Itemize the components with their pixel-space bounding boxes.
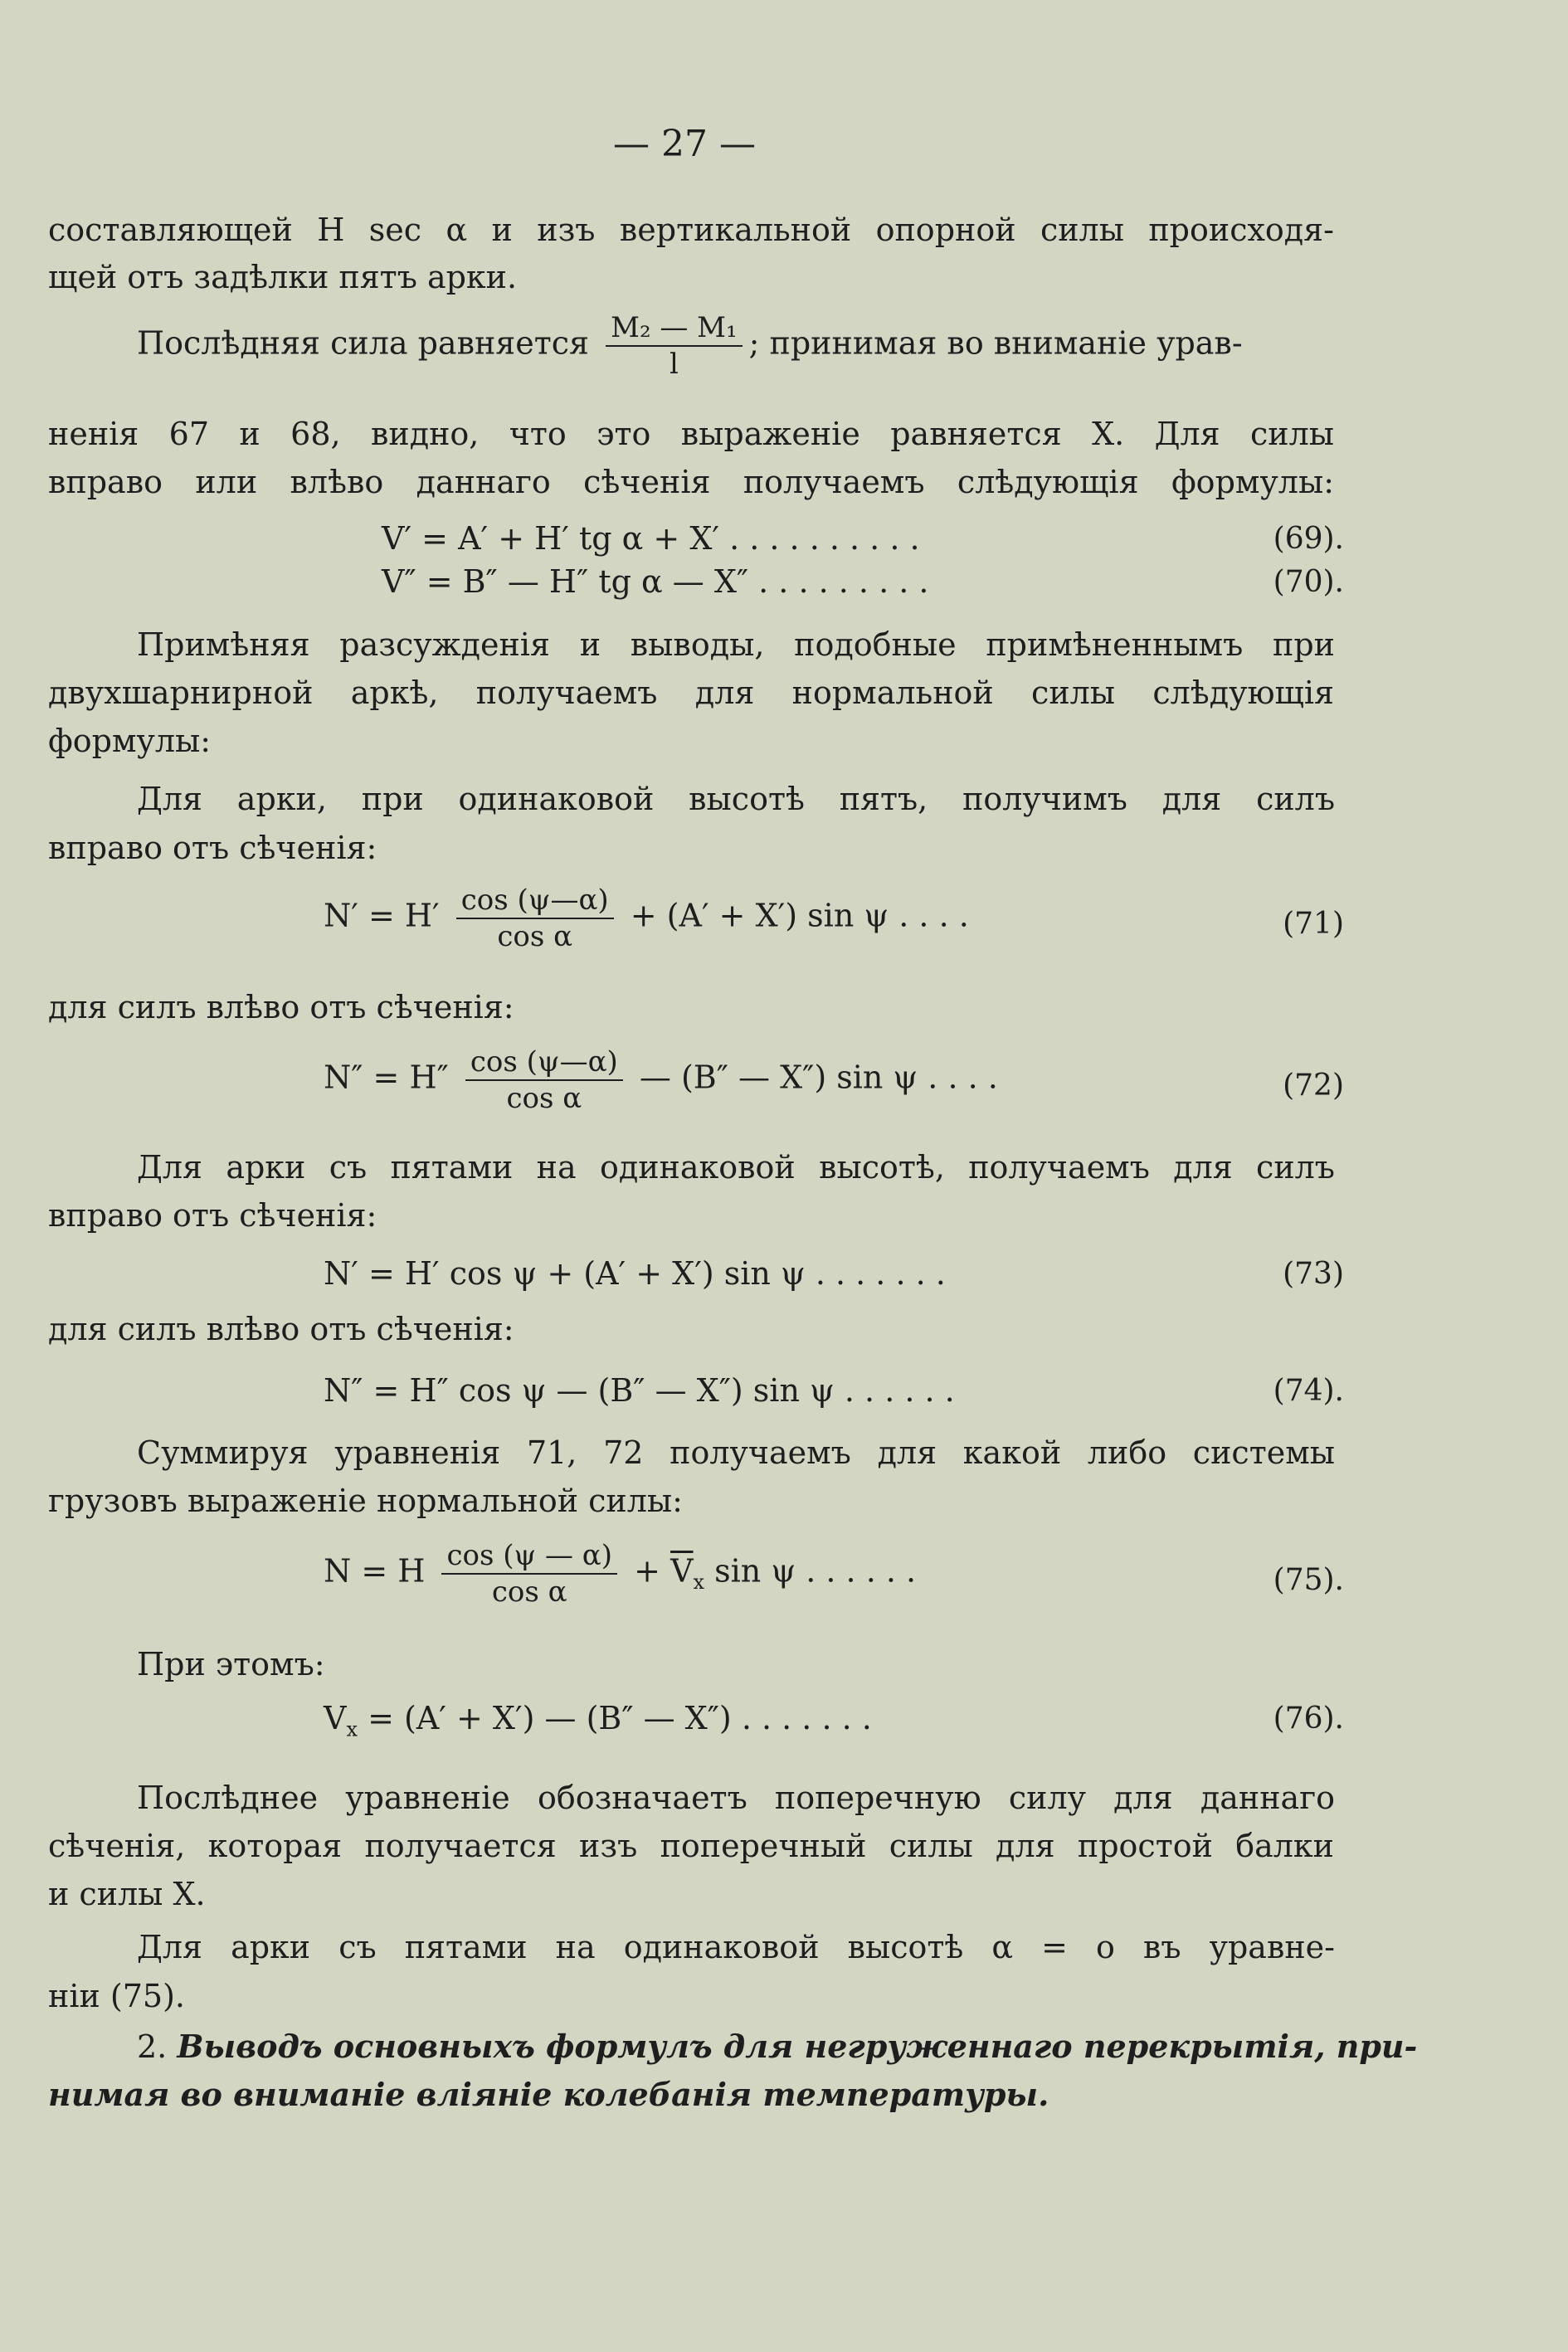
- equation-number: (71): [1283, 907, 1344, 941]
- text-line: двухшарнирной аркѣ, получаемъ для нормальной силы слѣдующія: [48, 674, 1334, 711]
- equation-number: (72): [1283, 1069, 1344, 1103]
- text-line: вправо или влѣво даннаго сѣченія получаемъ слѣдующія формулы:: [48, 464, 1334, 500]
- text-fragment: ; принимая во вниманіе урав-: [748, 324, 1243, 362]
- text-line: Суммируя уравненія 71, 72 получаемъ для какой либо системы: [137, 1434, 1335, 1471]
- equation-71: [324, 886, 969, 951]
- page-number: — 27 —: [613, 123, 756, 165]
- eq-part: +: [634, 1552, 660, 1590]
- fraction-denominator: cos α: [506, 1082, 582, 1115]
- eq-part: N″ = H″: [324, 1059, 449, 1096]
- fraction-numerator: cos (ψ — α): [441, 1541, 617, 1575]
- text-line: Для арки съ пятами на одинаковой высотѣ, получаемъ для силъ: [137, 1149, 1335, 1186]
- equation-number: (70).: [1273, 565, 1344, 599]
- section-heading-continued: нимая во вниманіе вліяніе колебанія температуры.: [48, 2076, 1049, 2113]
- eq-part: + (A′ + X′) sin ψ . . . .: [630, 897, 969, 934]
- fraction: [465, 1045, 623, 1115]
- text-line: Послѣднее уравненіе обозначаетъ поперечную силу для даннаго: [137, 1780, 1335, 1816]
- eq-part: N = H: [324, 1552, 426, 1590]
- eq-part: = (A′ + X′) — (B″ — X″) . . . . . . .: [368, 1700, 872, 1736]
- section-heading: [137, 2028, 1418, 2065]
- text-line-with-fraction: [137, 311, 1243, 381]
- equation-76: [324, 1702, 872, 1740]
- equation-number: (76).: [1273, 1702, 1344, 1736]
- equation-69: V′ = A′ + H′ tg α + X′ . . . . . . . . . .: [382, 520, 920, 557]
- equation-number: (69).: [1273, 522, 1344, 556]
- equation-73: N′ = H′ cos ψ + (A′ + X′) sin ψ . . . . . . .: [324, 1255, 946, 1292]
- eq-part: — (B″ — X″) sin ψ . . . .: [639, 1059, 998, 1096]
- fraction-numerator: cos (ψ—α): [465, 1048, 623, 1081]
- text-line: Для арки, при одинаковой высотѣ пятъ, получимъ для силъ: [137, 781, 1335, 817]
- eq-variable: V: [324, 1700, 347, 1736]
- text-line: составляющей H sec α и изъ вертикальной опорной силы происходя-: [48, 212, 1334, 248]
- fraction: [456, 886, 614, 951]
- equation-75: [324, 1539, 917, 1609]
- text-line: вправо отъ сѣченія:: [48, 1197, 377, 1234]
- equation-72: [324, 1045, 998, 1115]
- text-line: вправо отъ сѣченія:: [48, 830, 377, 866]
- equation-74: N″ = H″ cos ψ — (B″ — X″) sin ψ . . . . . .: [324, 1372, 955, 1409]
- eq-part: sin ψ . . . . . .: [714, 1552, 917, 1590]
- text-fragment: Послѣдняя сила равняется: [137, 324, 590, 362]
- text-line: Примѣняя разсужденія и выводы, подобные примѣненнымъ при: [137, 626, 1335, 663]
- section-heading-text: Выводъ основныхъ формулъ для негруженнаго перекрытія, при-: [177, 2028, 1418, 2065]
- eq-subscript: x: [346, 1717, 358, 1741]
- text-line: ніи (75).: [48, 1978, 185, 2014]
- equation-number: (74).: [1273, 1374, 1344, 1408]
- text-line: При этомъ:: [137, 1646, 325, 1682]
- text-line: грузовъ выраженіе нормальной силы:: [48, 1483, 683, 1519]
- fraction: [606, 311, 743, 381]
- text-line: щей отъ задѣлки пятъ арки.: [48, 259, 518, 295]
- equation-70: V″ = B″ — H″ tg α — X″ . . . . . . . . .: [382, 563, 929, 600]
- text-line: Для арки съ пятами на одинаковой высотѣ α = о въ уравне-: [137, 1929, 1335, 1965]
- fraction: [441, 1539, 617, 1609]
- text-line: ненія 67 и 68, видно, что это выраженіе равняется X. Для силы: [48, 416, 1334, 452]
- text-line: для силъ влѣво отъ сѣченія:: [48, 1311, 514, 1347]
- equation-number: (73): [1283, 1257, 1344, 1291]
- eq-part: N′ = H′: [324, 897, 440, 934]
- text-line: сѣченія, которая получается изъ поперечный силы для простой балки: [48, 1828, 1334, 1864]
- section-number: 2.: [137, 2028, 168, 2065]
- text-line: формулы:: [48, 723, 212, 759]
- fraction-numerator: cos (ψ—α): [456, 886, 614, 919]
- fraction-numerator: M₂ — M₁: [606, 314, 743, 347]
- equation-number: (75).: [1273, 1563, 1344, 1597]
- text-line: для силъ влѣво отъ сѣченія:: [48, 989, 514, 1025]
- fraction-denominator: cos α: [497, 920, 573, 953]
- text-line: и силы X.: [48, 1876, 206, 1912]
- eq-variable: $\overline{V}$: [670, 1552, 694, 1590]
- fraction-denominator: l: [669, 348, 679, 381]
- fraction-denominator: cos α: [491, 1575, 567, 1609]
- eq-subscript: x: [693, 1570, 705, 1595]
